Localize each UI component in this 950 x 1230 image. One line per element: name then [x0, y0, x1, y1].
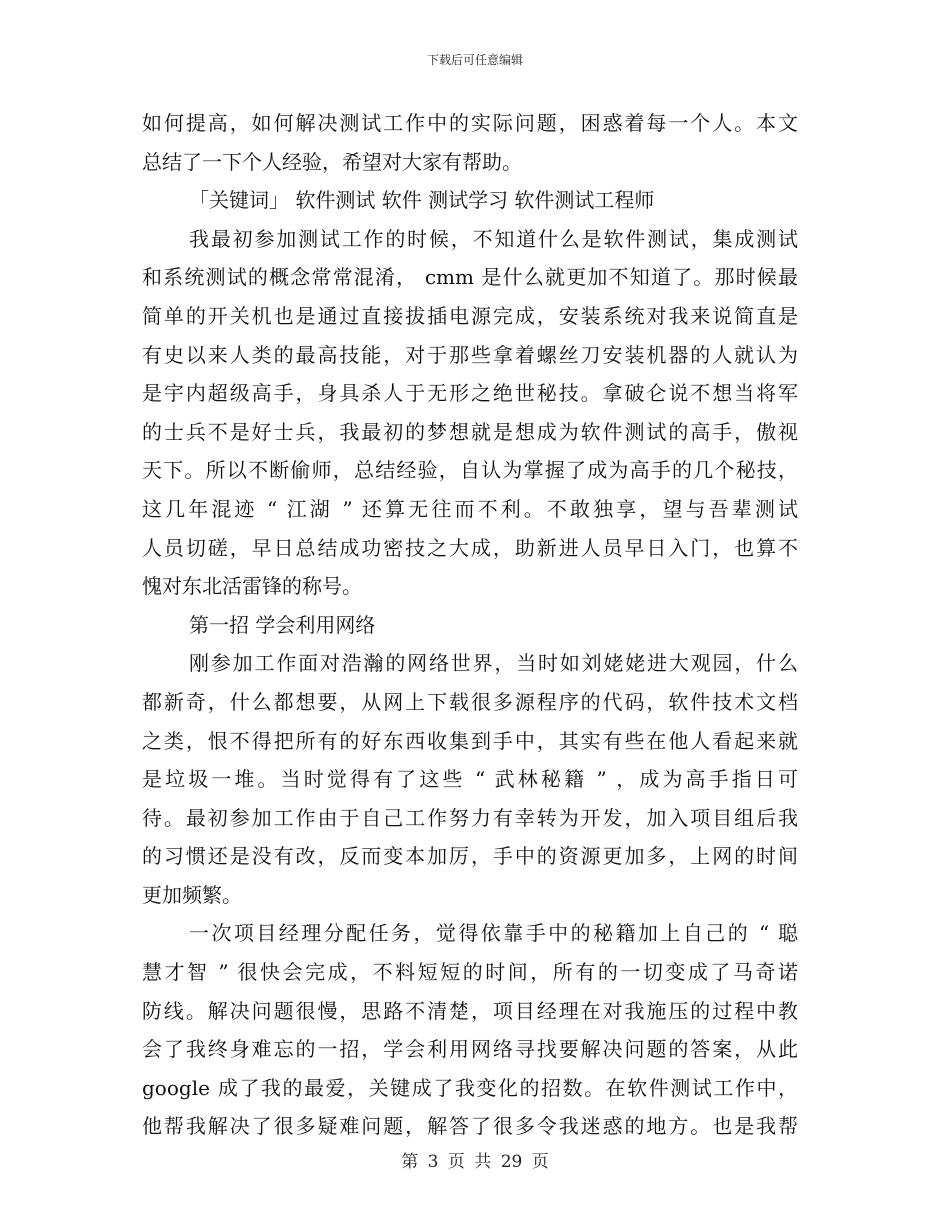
text-line: google 成了我的最爱，关键成了我变化的招数。在软件测试工作中，: [142, 1075, 798, 1100]
text-line: 都新奇，什么都想要，从网上下载很多源程序的代码，软件技术文档: [142, 689, 798, 714]
text-line: 的习惯还是没有改，反而变本加厉，手中的资源更加多，上网的时间: [142, 844, 798, 869]
text-line: 慧才智 ” 很快会完成，不料短短的时间，所有的一切变成了马奇诺: [142, 960, 798, 985]
text-line: 「关键词」 软件测试 软件 测试学习 软件测试工程师: [189, 188, 655, 213]
page-number-footer: 第 3 页 共 29 页: [401, 1152, 549, 1172]
text-line: 他帮我解决了很多疑难问题，解答了很多令我迷惑的地方。也是我帮: [142, 1114, 798, 1139]
text-line: 会了我终身难忘的一招，学会利用网络寻找要解决问题的答案，从此: [142, 1037, 798, 1062]
text-line: 总结了一下个人经验，希望对大家有帮助。: [142, 149, 522, 174]
text-line: 更加频繁。: [142, 882, 242, 907]
text-line: 愧对东北活雷锋的称号。: [142, 574, 362, 599]
text-line: 是宇内超级高手，身具杀人于无形之绝世秘技。拿破仑说不想当将军: [142, 381, 798, 406]
text-line: 有史以来人类的最高技能，对于那些拿着螺丝刀安装机器的人就认为: [142, 342, 798, 367]
text-line: 第一招 学会利用网络: [189, 612, 376, 637]
text-line: 一次项目经理分配任务，觉得依靠手中的秘籍加上自己的 “ 聪: [189, 921, 798, 946]
text-line: 待。最初参加工作由于自己工作努力有幸转为开发，加入项目组后我: [142, 805, 798, 830]
text-line: 天下。所以不断偷师，总结经验，自认为掌握了成为高手的几个秘技，: [142, 458, 798, 483]
text-line: 人员切磋，早日总结成功密技之大成，助新进人员早日入门，也算不: [142, 535, 798, 560]
document-body: [142, 104, 798, 1146]
text-line: 简单的开关机也是通过直接拔插电源完成，安装系统对我来说简直是: [142, 303, 798, 328]
text-line: 和系统测试的概念常常混淆， cmm 是什么就更加不知道了。那时候最: [142, 265, 798, 290]
page-header: 下载后可任意编辑: [426, 53, 523, 67]
text-line: 如何提高，如何解决测试工作中的实际问题，困惑着每一个人。本文: [142, 111, 798, 135]
text-line: 的士兵不是好士兵，我最初的梦想就是想成为软件测试的高手，傲视: [142, 419, 798, 444]
text-line: 我最初参加测试工作的时候，不知道什么是软件测试，集成测试: [189, 226, 798, 251]
text-line: 刚参加工作面对浩瀚的网络世界，当时如刘姥姥进大观园，什么: [189, 651, 798, 676]
text-line: 这几年混迹 “ 江湖 ” 还算无往而不利。不敢独享，望与吾辈测试: [142, 496, 798, 521]
text-line: 之类，恨不得把所有的好东西收集到手中，其实有些在他人看起来就: [142, 728, 798, 753]
text-line: 防线。解决问题很慢，思路不清楚，项目经理在对我施压的过程中教: [142, 998, 798, 1023]
text-line: 是垃圾一堆。当时觉得有了这些 “ 武林秘籍 ” ，成为高手指日可: [142, 767, 798, 792]
